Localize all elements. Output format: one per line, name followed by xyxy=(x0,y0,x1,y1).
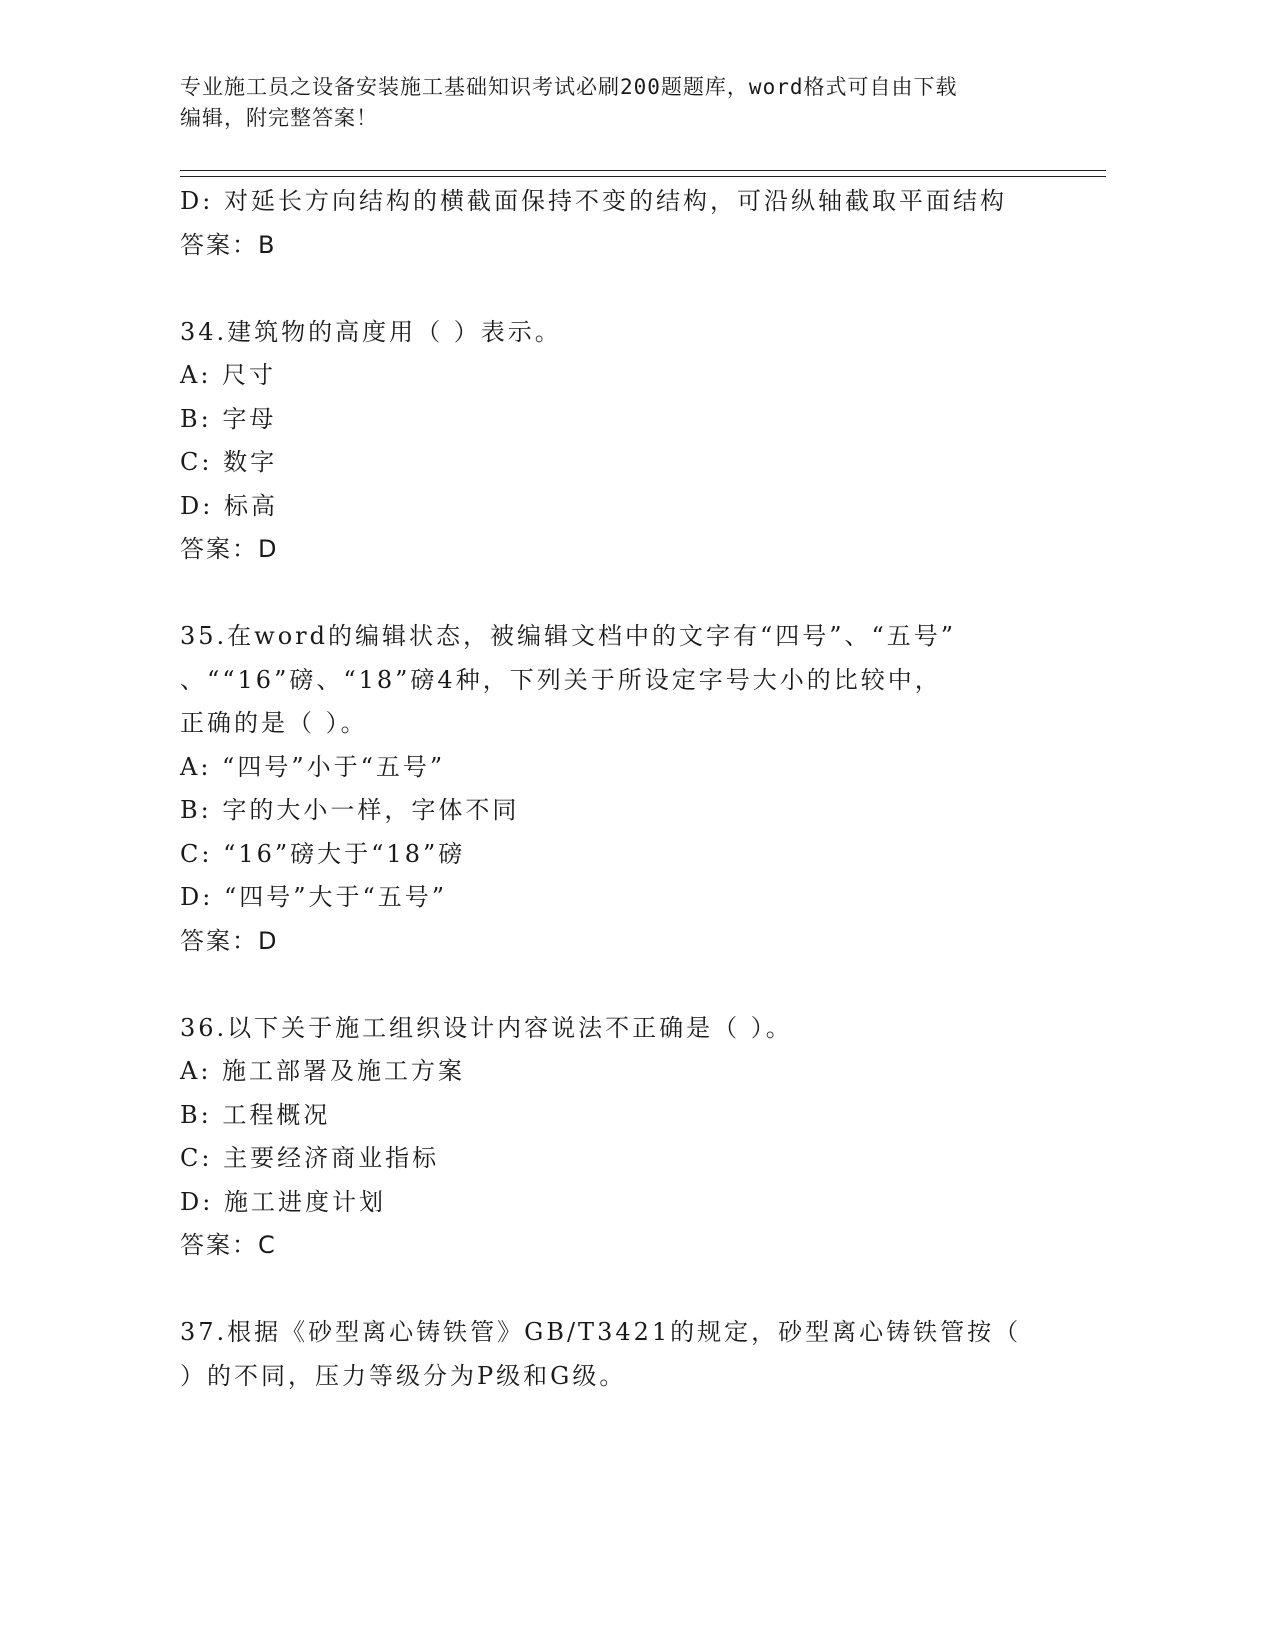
question-stem-line-1: 37.根据《砂型离心铸铁管》GB/T3421的规定，砂型离心铸铁管按（ xyxy=(180,1318,1022,1346)
answer: 答案：D xyxy=(180,535,279,563)
option-a: A: 施工部署及施工方案 xyxy=(180,1057,466,1085)
option-c: C: 数字 xyxy=(180,448,278,476)
header-divider xyxy=(180,170,1106,177)
question-35 xyxy=(180,615,1080,963)
question-stem-line-2: ）的不同，压力等级分为P级和G级。 xyxy=(180,1361,627,1390)
option-d: D: “四号”大于“五号” xyxy=(180,883,448,911)
question-stem-line-1: 35.在word的编辑状态，被编辑文档中的文字有“四号”、“五号” xyxy=(180,622,957,650)
option-c: C: 主要经济商业指标 xyxy=(180,1144,440,1172)
spacer xyxy=(180,963,1080,1007)
question-stem: 36.以下关于施工组织设计内容说法不正确是（ ）。 xyxy=(180,1013,793,1042)
prev-option-d: D: 对延长方向结构的横截面保持不变的结构，可沿纵轴截取平面结构 xyxy=(180,187,1007,215)
option-b: B: 字母 xyxy=(180,404,277,433)
header-title-line-2: 编辑，附完整答案！ xyxy=(180,106,378,130)
option-d: D: 施工进度计划 xyxy=(180,1187,386,1216)
prev-answer: 答案：B xyxy=(180,230,277,259)
option-d: D: 标高 xyxy=(180,491,278,520)
option-a: A: 尺寸 xyxy=(180,361,277,389)
question-36 xyxy=(180,1007,1080,1268)
document-body xyxy=(180,180,1080,1398)
spacer xyxy=(180,1268,1080,1312)
question-stem-line-2: 、““16”磅、“18”磅4种，下列关于所设定字号大小的比较中， xyxy=(180,665,942,694)
page-header xyxy=(180,72,1080,134)
spacer xyxy=(180,572,1080,616)
question-37 xyxy=(180,1311,1080,1398)
question-34 xyxy=(180,311,1080,572)
option-b: B: 工程概况 xyxy=(180,1100,331,1129)
header-title-line-1: 专业施工员之设备安装施工基础知识考试必刷200题题库，word格式可自由下载 xyxy=(180,75,958,99)
spacer xyxy=(180,267,1080,311)
question-stem: 34.建筑物的高度用（ ）表示。 xyxy=(180,317,562,346)
question-stem-line-3: 正确的是（ ）。 xyxy=(180,709,368,737)
option-b: B: 字的大小一样，字体不同 xyxy=(180,796,520,824)
option-c: C: “16”磅大于“18”磅 xyxy=(180,839,466,868)
option-a: A: “四号”小于“五号” xyxy=(180,752,446,781)
answer: 答案：C xyxy=(180,1231,277,1259)
answer: 答案：D xyxy=(180,926,279,955)
